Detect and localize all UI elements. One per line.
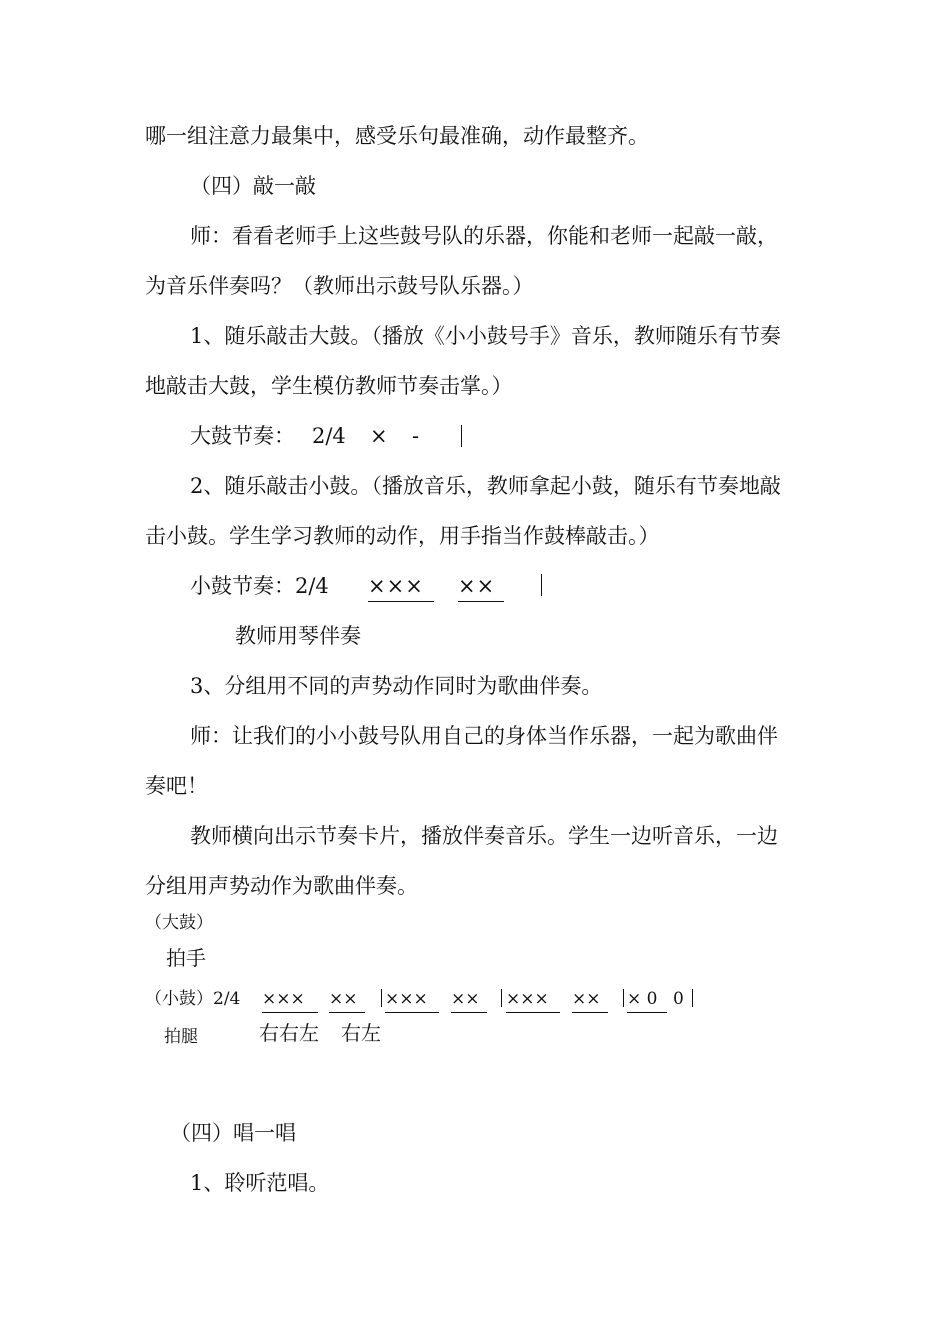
rhythm-group: ×××: [385, 988, 439, 1013]
card-paishou: 拍手: [166, 946, 206, 970]
dagu-rhythm-label: 大鼓节奏：: [190, 424, 295, 448]
bar-line: [381, 989, 382, 1007]
bar-line: [692, 989, 693, 1007]
paragraph: 1、聆听范唱。: [190, 1171, 330, 1195]
rhythm-group: ×××: [262, 988, 318, 1013]
section-heading: （四）敲一敲: [190, 174, 316, 198]
rhythm-group: ××: [329, 988, 365, 1013]
paragraph: 师：让我们的小小鼓号队用自己的身体当作乐器，一起为歌曲伴: [190, 724, 778, 748]
rhythm-group: ×××: [506, 988, 560, 1013]
paragraph: 击小鼓。学生学习教师的动作，用手指当作鼓棒敲击。）: [145, 524, 660, 548]
paragraph: 1、随乐敲击大鼓。（播放《小小鼓号手》音乐，教师随乐有节奏: [190, 324, 781, 348]
paragraph: 地敲击大鼓，学生模仿教师节奏击掌。）: [145, 374, 513, 398]
rhythm-rest: 0: [673, 989, 684, 1009]
rhythm-note: ×: [370, 424, 388, 448]
bar-line: [541, 574, 542, 596]
rhythm-group: × 0: [627, 988, 667, 1013]
rhythm-group: ××: [572, 988, 608, 1013]
card-hand-label: 右右左: [259, 1021, 319, 1045]
bar-line: [501, 989, 502, 1007]
rhythm-group: ××: [451, 988, 487, 1013]
paragraph: 分组用声势动作为歌曲伴奏。: [145, 874, 418, 898]
rhythm-group: ××: [458, 573, 504, 602]
paragraph: 师：看看老师手上这些鼓号队的乐器，你能和老师一起敲一敲，: [190, 224, 778, 248]
paragraph: 为音乐伴奏吗？（教师出示鼓号队乐器。）: [145, 274, 534, 298]
rhythm-dash: -: [412, 424, 420, 448]
paragraph: 3、分组用不同的声势动作同时为歌曲伴奏。: [190, 674, 603, 698]
bar-line: [623, 989, 624, 1007]
bar-line: [461, 425, 462, 447]
rhythm-group: ×××: [368, 573, 434, 602]
section-heading: （四）唱一唱: [170, 1121, 296, 1145]
xiaogu-rhythm-label: 小鼓节奏：2/4: [190, 574, 329, 598]
card-dagu-label: （大鼓）: [145, 913, 213, 933]
paragraph: 奏吧！: [145, 774, 208, 798]
card-hand-label: 右左: [341, 1021, 381, 1045]
paragraph: 教师横向出示节奏卡片，播放伴奏音乐。学生一边听音乐，一边: [190, 824, 778, 848]
card-xiaogu-label: （小鼓）2/4: [145, 989, 241, 1009]
paragraph: 2、随乐敲击小鼓。（播放音乐，教师拿起小鼓，随乐有节奏地敲: [190, 474, 781, 498]
paragraph: 哪一组注意力最集中，感受乐句最准确，动作最整齐。: [145, 124, 649, 148]
paragraph: 教师用琴伴奏: [235, 624, 361, 648]
dagu-meter: 2/4: [312, 424, 346, 448]
card-paitui: 拍腿: [164, 1027, 198, 1047]
